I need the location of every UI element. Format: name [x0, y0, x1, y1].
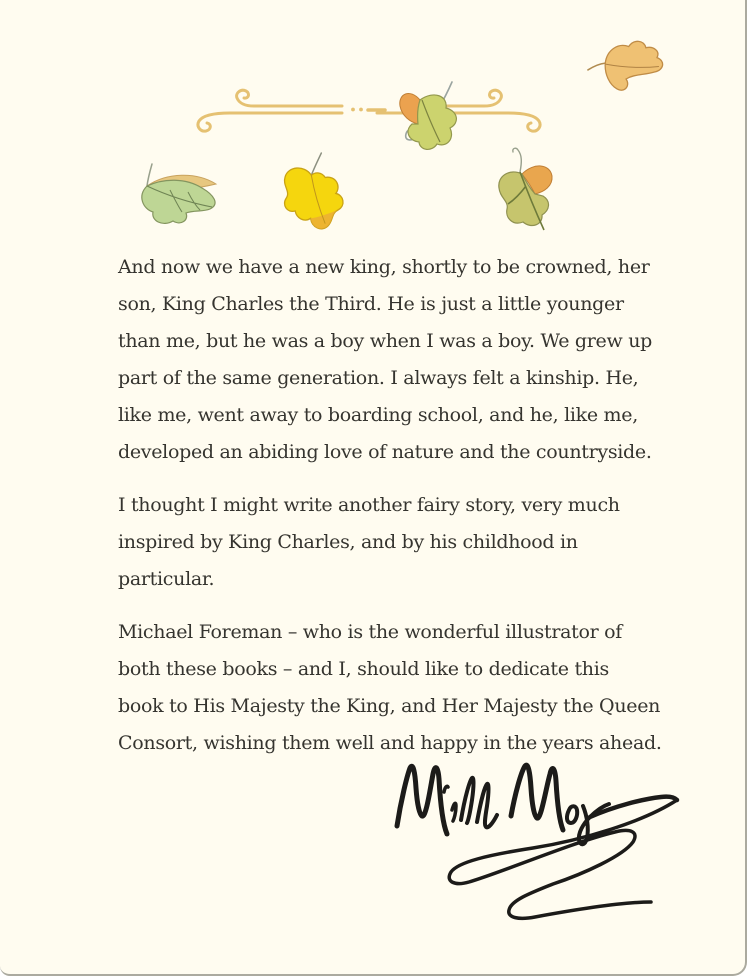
paragraph: [118, 614, 662, 762]
text-line: developed an abiding love of nature and the countryside.: [118, 441, 652, 463]
left-leaf-icon: [122, 160, 237, 232]
text-line: inspired by King Charles, and by his childhood in: [118, 531, 578, 553]
yellow-oak-leaf-icon: [260, 144, 355, 236]
signature-icon: [383, 752, 703, 942]
text-line: both these books – and I, should like to dedicate this: [118, 658, 609, 680]
dedication-text: [118, 249, 662, 778]
paragraph: [118, 249, 658, 471]
text-line: Consort, wishing them well and happy in the years ahead.: [118, 732, 662, 754]
author-signature: [383, 752, 703, 942]
text-line: part of the same generation. I always felt a kinship. He,: [118, 367, 639, 389]
text-line: like me, went away to boarding school, and he, like me,: [118, 404, 638, 426]
leaf-on-divider-icon: [392, 78, 467, 158]
text-line: Michael Foreman – who is the wonderful illustrator of: [118, 621, 623, 643]
text-line: particular.: [118, 568, 215, 590]
text-line: book to His Majesty the King, and Her Majesty the Queen: [118, 695, 661, 717]
corner-leaf-icon: [580, 32, 671, 107]
text-line: son, King Charles the Third. He is just a little younger: [118, 293, 624, 315]
flourish-icon: [172, 88, 547, 144]
right-leaf-icon: [480, 146, 562, 241]
scroll-flourish-divider: [172, 88, 547, 144]
text-line: And now we have a new king, shortly to be crowned, her: [118, 256, 650, 278]
text-line: I thought I might write another fairy story, very much: [118, 494, 620, 516]
paragraph: [118, 487, 658, 598]
text-line: than me, but he was a boy when I was a boy. We grew up: [118, 330, 652, 352]
